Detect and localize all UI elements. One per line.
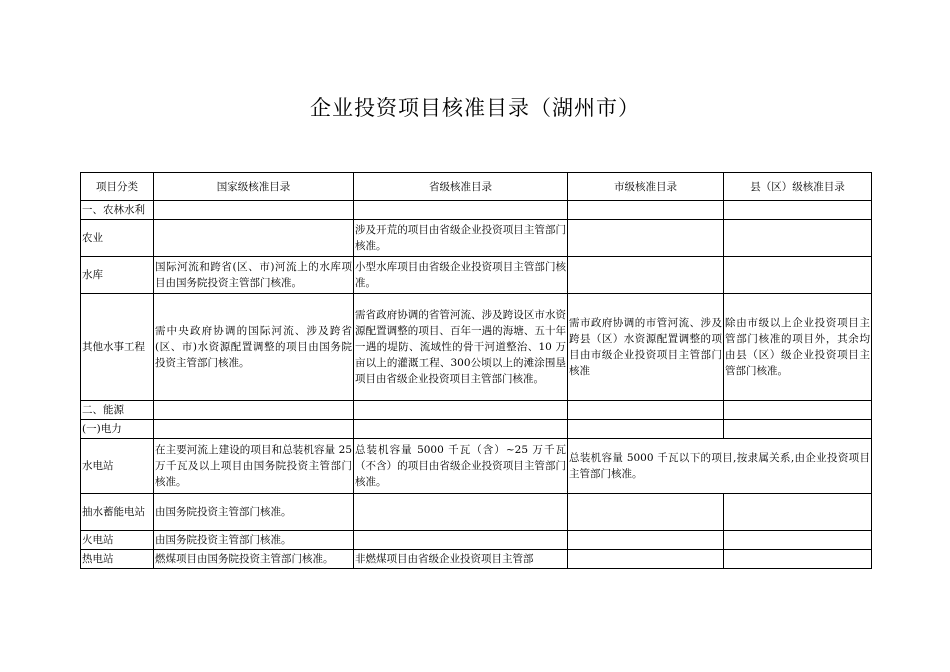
section-label: 二、能源 <box>81 401 154 420</box>
table-row-hydro <box>81 439 872 494</box>
row-provincial: 需省政府协调的省管河流、涉及跨设区市水资源配置调整的项目、百年一遇的海塘、五十年一遇的堤防、流域性的骨干河道整治、10 万亩以上的灌溉工程、300公顷以上的滩涂围垦项目由省级企业投资项目主管部门核准。 <box>354 294 568 401</box>
row-category: 农业 <box>81 220 154 257</box>
table-row-agriculture <box>81 220 872 257</box>
row-city <box>568 220 724 257</box>
header-category: 项目分类 <box>81 173 154 201</box>
row-national <box>154 220 354 257</box>
row-city-county: 总装机容量 5000 千瓦以下的项目,按隶属关系,由企业投资项目主管部门核准。 <box>568 439 872 494</box>
header-provincial: 省级核准目录 <box>354 173 568 201</box>
row-provincial: 小型水库项目由省级企业投资项目主管部门核准。 <box>354 257 568 294</box>
section-row-energy <box>81 401 872 420</box>
catalog-table <box>80 172 872 569</box>
row-county: 除由市级以上企业投资项目主管部门核准的项目外，其余均由县（区）级企业投资项目主管部门核准。 <box>724 294 872 401</box>
row-category: 热电站 <box>81 550 154 569</box>
table-row-other-water <box>81 294 872 401</box>
section-label: (一)电力 <box>81 420 154 439</box>
row-category: 火电站 <box>81 531 154 550</box>
header-county: 县（区）级核准目录 <box>724 173 872 201</box>
row-provincial: 非燃煤项目由省级企业投资项目主管部 <box>354 550 568 569</box>
table-row-thermal <box>81 531 872 550</box>
page-title: 企业投资项目核准目录（湖州市） <box>310 96 640 120</box>
row-provincial: 涉及开荒的项目由省级企业投资项目主管部门核准。 <box>354 220 568 257</box>
row-category: 抽水蓄能电站 <box>81 494 154 531</box>
row-city <box>568 257 724 294</box>
header-city: 市级核准目录 <box>568 173 724 201</box>
row-county <box>724 257 872 294</box>
row-national: 燃煤项目由国务院投资主管部门核准。 <box>154 550 354 569</box>
row-national: 由国务院投资主管部门核准。 <box>154 531 354 550</box>
row-category: 水库 <box>81 257 154 294</box>
row-national: 在主要河流上建设的项目和总装机容量 25 万千瓦及以上项目由国务院投资主管部门核准。 <box>154 439 354 494</box>
section-row-agri <box>81 201 872 220</box>
section-label: 一、农林水利 <box>81 201 154 220</box>
row-city: 需市政府协调的市管河流、涉及跨县（区）水资源配置调整的项目由市级企业投资项目主管部门核准 <box>568 294 724 401</box>
table-row-chp <box>81 550 872 569</box>
section-row-power <box>81 420 872 439</box>
row-national: 需中央政府协调的国际河流、涉及跨省(区、市)水资源配置调整的项目由国务院投资主管部门核准。 <box>154 294 354 401</box>
table-row-reservoir <box>81 257 872 294</box>
table-row-pumped <box>81 494 872 531</box>
row-national: 由国务院投资主管部门核准。 <box>154 494 354 531</box>
row-provincial: 总装机容量 5000 千瓦（含）~25 万千瓦（不含）的项目由省级企业投资项目主管部门核准。 <box>354 439 568 494</box>
row-county <box>724 220 872 257</box>
row-category: 水电站 <box>81 439 154 494</box>
row-category: 其他水事工程 <box>81 294 154 401</box>
row-national: 国际河流和跨省(区、市)河流上的水库项目由国务院投资主管部门核准。 <box>154 257 354 294</box>
header-row <box>81 173 872 201</box>
header-national: 国家级核准目录 <box>154 173 354 201</box>
